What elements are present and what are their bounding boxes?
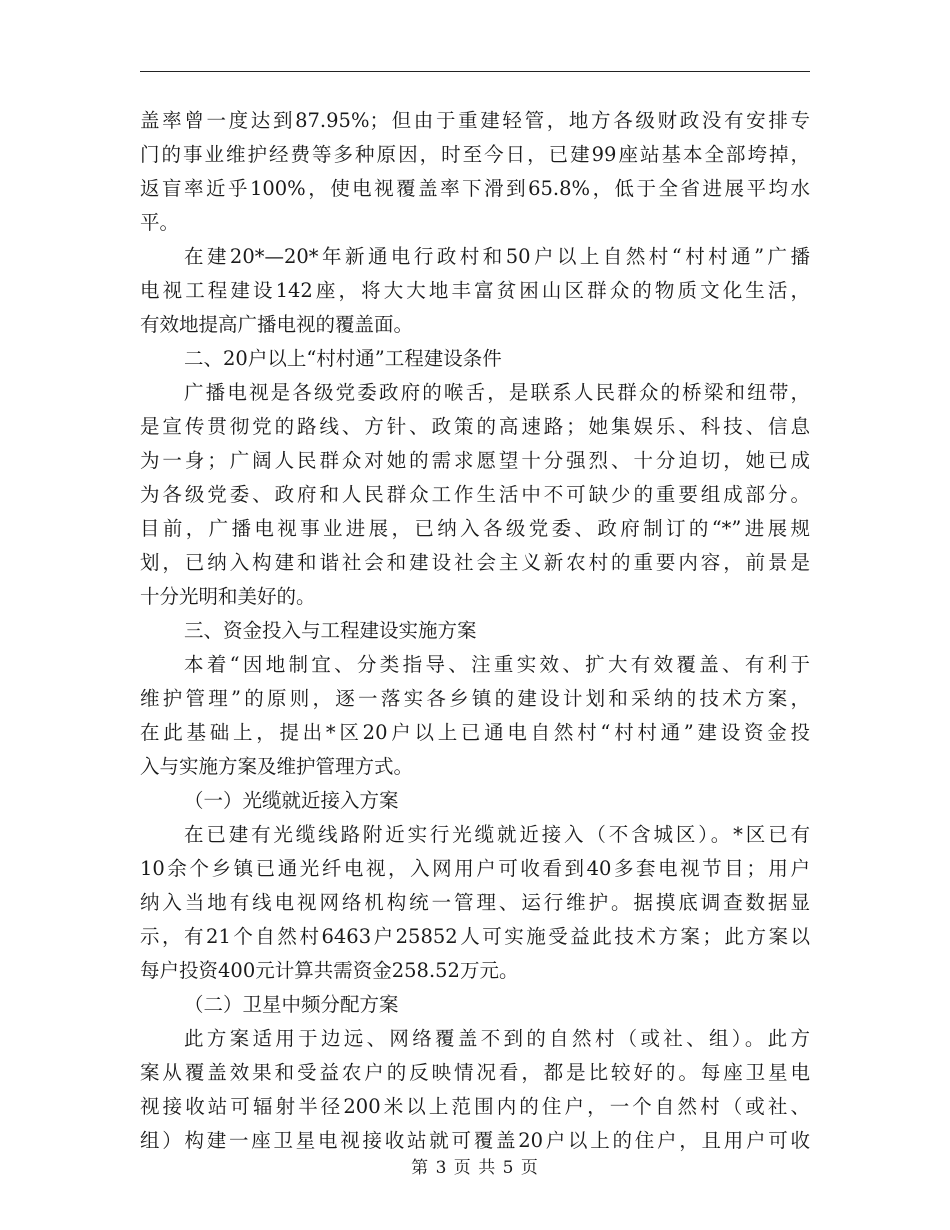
text-line: 为各级党委、政府和人民群众工作生活中不可缺少的重要组成部分。 bbox=[140, 483, 810, 506]
text-line: 案从覆盖效果和受益农户的反映情况看，都是比较好的。每座卫星电 bbox=[140, 1061, 810, 1084]
text-line: 门的事业维护经费等多种原因，时至今日，已建99座站基本全部垮掉， bbox=[140, 143, 810, 166]
text-line: 目前，广播电视事业进展，已纳入各级党委、政府制订的“*”进展规 bbox=[140, 517, 810, 540]
text-line: （一）光缆就近接入方案 bbox=[184, 789, 399, 812]
text-line: 入与实施方案及维护管理方式。 bbox=[140, 755, 414, 778]
text-line: 组）构建一座卫星电视接收站就可覆盖20户以上的住户，且用户可收 bbox=[140, 1129, 810, 1152]
text-line: 盖率曾一度达到87.95%；但由于重建轻管，地方各级财政没有安排专 bbox=[140, 109, 810, 132]
header-rule bbox=[140, 71, 810, 72]
text-line: 为一身；广阔人民群众对她的需求愿望十分强烈、十分迫切，她已成 bbox=[140, 449, 810, 472]
document-body bbox=[140, 104, 810, 1158]
text-line: 是宣传贯彻党的路线、方针、政策的高速路；她集娱乐、科技、信息 bbox=[140, 415, 810, 438]
text-line: 在此基础上，提出*区20户以上已通电自然村“村村通”建设资金投 bbox=[140, 721, 810, 744]
text-line: 返盲率近乎100%，使电视覆盖率下滑到65.8%，低于全省进展平均水 bbox=[140, 177, 810, 200]
text-line: （二）卫星中频分配方案 bbox=[184, 993, 399, 1016]
text-line: 平。 bbox=[140, 211, 180, 234]
text-line: 纳入当地有线电视网络机构统一管理、运行维护。据摸底调查数据显 bbox=[140, 891, 810, 914]
text-line: 每户投资400元计算共需资金258.52万元。 bbox=[140, 959, 519, 982]
text-line: 三、资金投入与工程建设实施方案 bbox=[184, 619, 477, 642]
text-line: 本着“因地制宜、分类指导、注重实效、扩大有效覆盖、有利于 bbox=[184, 653, 810, 676]
text-line: 十分光明和美好的。 bbox=[140, 585, 316, 608]
text-line: 有效地提高广播电视的覆盖面。 bbox=[140, 313, 414, 336]
text-line: 广播电视是各级党委政府的喉舌，是联系人民群众的桥梁和纽带， bbox=[184, 381, 810, 404]
text-line: 电视工程建设142座，将大大地丰富贫困山区群众的物质文化生活， bbox=[140, 279, 810, 302]
text-line: 二、20户以上“村村通”工程建设条件 bbox=[184, 347, 502, 370]
text-line: 在建20*—20*年新通电行政村和50户以上自然村“村村通”广播 bbox=[184, 245, 810, 268]
text-line: 划，已纳入构建和谐社会和建设社会主义新农村的重要内容，前景是 bbox=[140, 551, 810, 574]
text-line: 维护管理”的原则，逐一落实各乡镇的建设计划和采纳的技术方案， bbox=[140, 687, 810, 710]
page-number: 第 3 页 共 5 页 bbox=[411, 1158, 539, 1178]
text-line: 示，有21个自然村6463户25852人可实施受益此技术方案；此方案以 bbox=[140, 925, 810, 948]
text-line: 10余个乡镇已通光纤电视，入网用户可收看到40多套电视节目；用户 bbox=[140, 857, 810, 880]
text-line: 在已建有光缆线路附近实行光缆就近接入（不含城区）。*区已有 bbox=[184, 823, 810, 846]
text-line: 此方案适用于边远、网络覆盖不到的自然村（或社、组）。此方 bbox=[184, 1027, 810, 1050]
text-line: 视接收站可辐射半径200米以上范围内的住户，一个自然村（或社、 bbox=[140, 1095, 810, 1118]
